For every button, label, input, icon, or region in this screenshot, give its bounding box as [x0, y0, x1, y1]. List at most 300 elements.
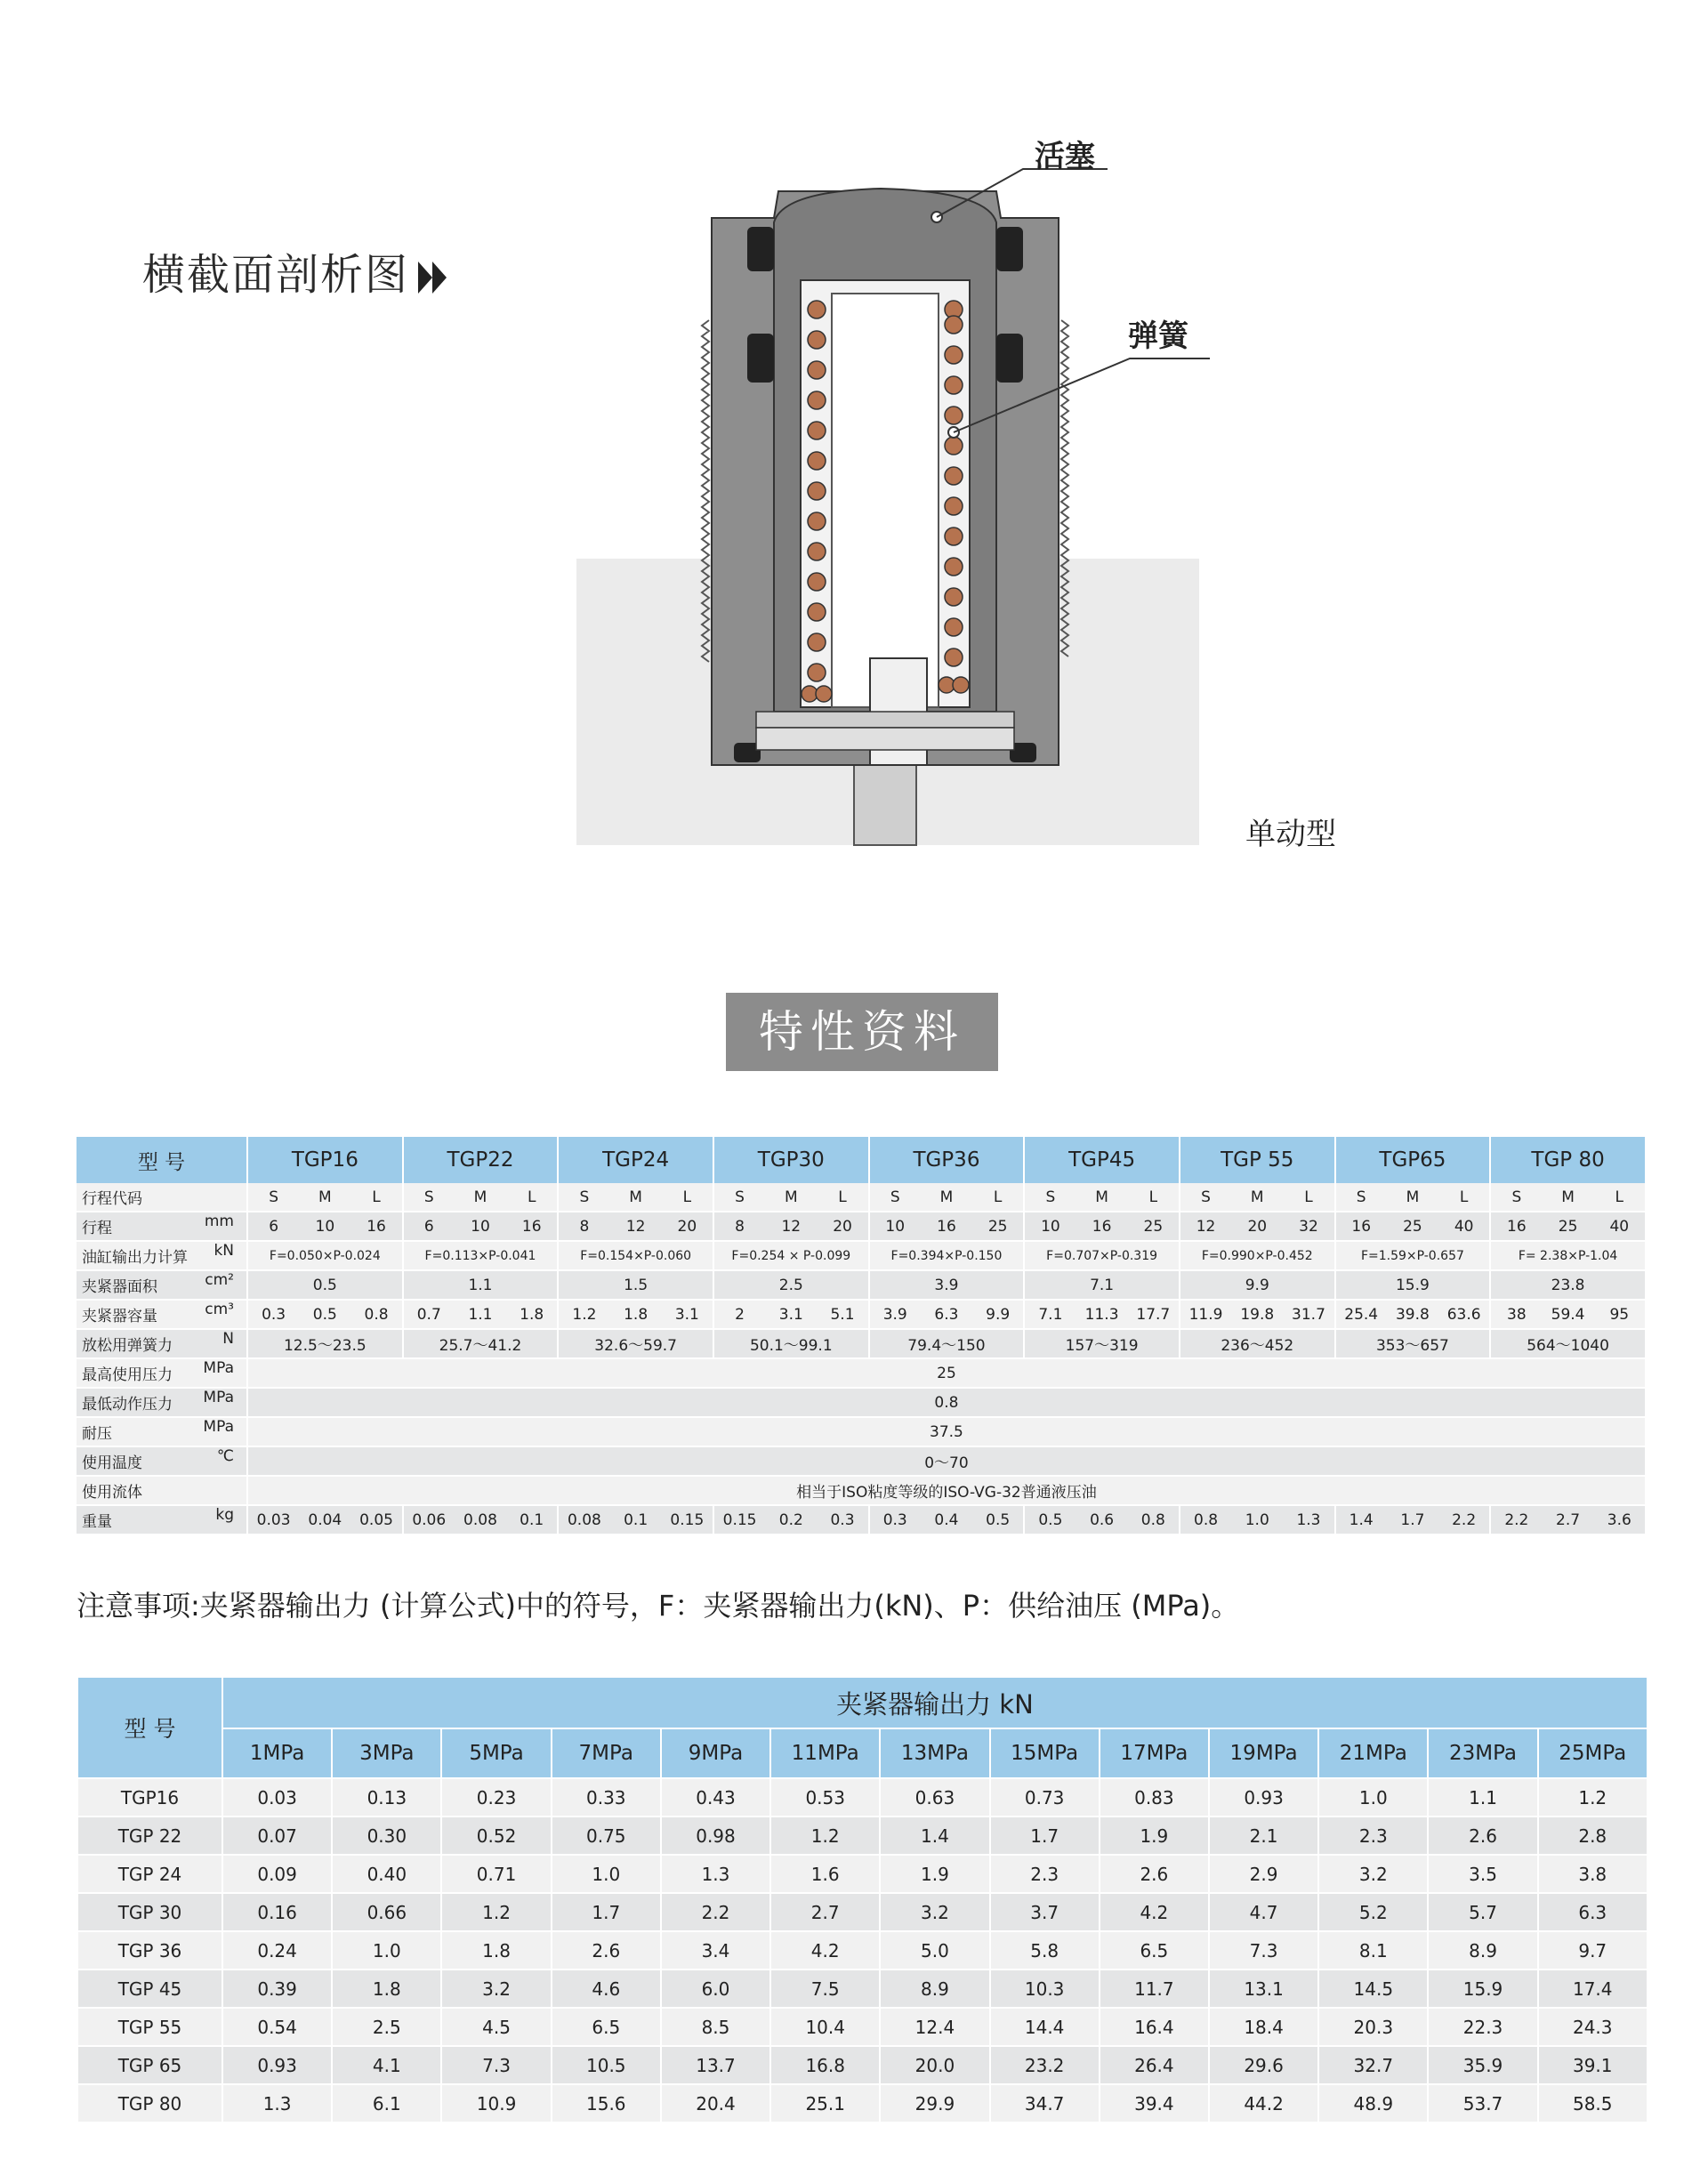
row-label: [77, 1270, 247, 1300]
row-unit: MPa: [203, 1359, 234, 1377]
seal: [996, 227, 1023, 271]
force-value-cell: 23.2: [990, 2046, 1100, 2084]
volume-cell: 3.9: [869, 1300, 921, 1329]
volume-cell: 59.4: [1542, 1300, 1593, 1329]
note-text: 注意事项:夹紧器输出力 (计算公式)中的符号，F：夹紧器输出力(kN)、P：供给油压 (MPa)。: [77, 1589, 1240, 1623]
force-formula-cell: F=0.050×P-0.024: [247, 1241, 403, 1270]
model-header: 型 号: [78, 1678, 222, 1778]
force-value-cell: 3.7: [990, 1893, 1100, 1931]
row-label-text: 夹紧器面积: [82, 1278, 157, 1296]
spec-row: [77, 1300, 1646, 1329]
row-unit: cm²: [205, 1271, 234, 1289]
spec-row: [77, 1270, 1646, 1300]
force-formula-cell: F=0.254 × P-0.099: [713, 1241, 869, 1270]
force-value-cell: 3.2: [441, 1970, 551, 2008]
force-value-cell: 2.6: [552, 1931, 661, 1970]
force-value-cell: 34.7: [990, 2084, 1100, 2123]
pressure-header: 3MPa: [332, 1728, 441, 1778]
force-value-cell: 12.4: [880, 2008, 989, 2046]
force-value-cell: 39.4: [1100, 2084, 1209, 2123]
area-cell: 15.9: [1335, 1270, 1491, 1300]
force-value-cell: 1.8: [441, 1931, 551, 1970]
pressure-header: 25MPa: [1538, 1728, 1648, 1778]
model-header: 型 号: [77, 1137, 247, 1183]
row-label-text: 行程: [82, 1220, 112, 1237]
table-row: [78, 1778, 1648, 1816]
stroke-cell: 20: [1231, 1212, 1283, 1241]
spec-row: [77, 1417, 1646, 1446]
force-value-cell: 24.3: [1538, 2008, 1648, 2046]
stroke-cell: 32: [1283, 1212, 1334, 1241]
force-value-cell: 1.4: [880, 1816, 989, 1855]
stroke-code-cell: M: [1387, 1183, 1438, 1212]
force-value-cell: 6.3: [1538, 1893, 1648, 1931]
force-formula-cell: F=1.59×P-0.657: [1335, 1241, 1491, 1270]
weight-cell: 0.5: [972, 1505, 1024, 1535]
spec-row: [77, 1505, 1646, 1535]
force-value-cell: 0.53: [770, 1778, 880, 1816]
force-value-cell: 18.4: [1209, 2008, 1318, 2046]
row-label-text: 夹紧器容量: [82, 1308, 157, 1325]
row-label: [77, 1329, 247, 1358]
weight-cell: 2.2: [1490, 1505, 1542, 1535]
force-value-cell: 7.5: [770, 1970, 880, 2008]
bottom-plate: [756, 712, 1014, 728]
force-value-cell: 1.0: [1318, 1778, 1428, 1816]
row-unit: mm: [204, 1212, 234, 1230]
volume-cell: 6.3: [921, 1300, 972, 1329]
model-cell: TGP 36: [78, 1931, 222, 1970]
force-value-cell: 7.3: [1209, 1931, 1318, 1970]
force-value-cell: 0.23: [441, 1778, 551, 1816]
stroke-cell: 16: [350, 1212, 402, 1241]
weight-cell: 0.08: [455, 1505, 506, 1535]
spring-force-cell: 564～1040: [1490, 1329, 1646, 1358]
stroke-cell: 10: [299, 1212, 350, 1241]
force-value-cell: 29.6: [1209, 2046, 1318, 2084]
spec-row: [77, 1358, 1646, 1388]
force-value-cell: 1.0: [552, 1855, 661, 1893]
force-value-cell: 8.9: [880, 1970, 989, 2008]
spring-force-cell: 25.7～41.2: [403, 1329, 559, 1358]
force-value-cell: 7.3: [441, 2046, 551, 2084]
force-value-cell: 2.5: [332, 2008, 441, 2046]
force-value-cell: 14.5: [1318, 1970, 1428, 2008]
stroke-code-cell: M: [1231, 1183, 1283, 1212]
force-table: [78, 1678, 1648, 2123]
model-name: TGP16: [247, 1137, 403, 1183]
row-label: [77, 1417, 247, 1446]
force-value-cell: 2.9: [1209, 1855, 1318, 1893]
pressure-header: 9MPa: [661, 1728, 770, 1778]
volume-cell: 2: [713, 1300, 765, 1329]
stroke-cell: 12: [1180, 1212, 1231, 1241]
force-value-cell: 13.1: [1209, 1970, 1318, 2008]
row-label-text: 使用流体: [82, 1484, 142, 1502]
force-table-body: [78, 1778, 1648, 2123]
spring-guide: [832, 294, 939, 707]
area-cell: 7.1: [1024, 1270, 1180, 1300]
weight-cell: 0.1: [506, 1505, 558, 1535]
weight-cell: 0.15: [713, 1505, 765, 1535]
volume-cell: 25.4: [1335, 1300, 1387, 1329]
stroke-code-cell: M: [765, 1183, 817, 1212]
seal: [747, 227, 774, 271]
row-label: [77, 1212, 247, 1241]
force-title-row: [78, 1678, 1648, 1728]
stroke-cell: 8: [558, 1212, 609, 1241]
stroke-code-cell: S: [403, 1183, 455, 1212]
force-value-cell: 0.73: [990, 1778, 1100, 1816]
spec-row: [77, 1183, 1646, 1212]
weight-cell: 1.0: [1231, 1505, 1283, 1535]
pressure-header: 1MPa: [222, 1728, 332, 1778]
force-value-cell: 1.2: [770, 1816, 880, 1855]
stroke-cell: 6: [403, 1212, 455, 1241]
force-value-cell: 6.1: [332, 2084, 441, 2123]
volume-cell: 0.5: [299, 1300, 350, 1329]
force-value-cell: 1.2: [1538, 1778, 1648, 1816]
weight-cell: 0.3: [817, 1505, 868, 1535]
force-value-cell: 1.2: [441, 1893, 551, 1931]
spec-row: [77, 1241, 1646, 1270]
force-value-cell: 29.9: [880, 2084, 989, 2123]
force-formula-cell: F=0.707×P-0.319: [1024, 1241, 1180, 1270]
table-row: [78, 1816, 1648, 1855]
spec-row: [77, 1476, 1646, 1505]
volume-cell: 5.1: [817, 1300, 868, 1329]
stroke-code-cell: L: [972, 1183, 1024, 1212]
row-unit: kg: [215, 1506, 234, 1524]
stroke-code-cell: S: [869, 1183, 921, 1212]
force-value-cell: 0.39: [222, 1970, 332, 2008]
force-value-cell: 3.2: [1318, 1855, 1428, 1893]
weight-cell: 0.6: [1076, 1505, 1128, 1535]
stroke-code-cell: M: [921, 1183, 972, 1212]
force-value-cell: 0.63: [880, 1778, 989, 1816]
force-value-cell: 0.54: [222, 2008, 332, 2046]
model-cell: TGP16: [78, 1778, 222, 1816]
weight-cell: 0.5: [1024, 1505, 1076, 1535]
force-value-cell: 9.7: [1538, 1931, 1648, 1970]
stroke-code-cell: S: [1180, 1183, 1231, 1212]
spring-force-cell: 32.6～59.7: [558, 1329, 713, 1358]
stroke-cell: 10: [1024, 1212, 1076, 1241]
spec-table: [77, 1137, 1647, 1535]
force-value-cell: 0.07: [222, 1816, 332, 1855]
row-unit: N: [222, 1330, 234, 1348]
table-row: [78, 2046, 1648, 2084]
table-row: [78, 2084, 1648, 2123]
row-label: [77, 1446, 247, 1476]
model-cell: TGP 22: [78, 1816, 222, 1855]
force-value-cell: 22.3: [1428, 2008, 1537, 2046]
model-cell: TGP 65: [78, 2046, 222, 2084]
seal: [996, 334, 1023, 383]
force-value-cell: 14.4: [990, 2008, 1100, 2046]
model-cell: TGP 45: [78, 1970, 222, 2008]
force-value-cell: 2.1: [1209, 1816, 1318, 1855]
stroke-cell: 20: [662, 1212, 713, 1241]
spring-force-cell: 157～319: [1024, 1329, 1180, 1358]
row-label: [77, 1183, 247, 1212]
section-title-text: 横截面剖析图: [142, 250, 410, 300]
volume-cell: 1.1: [455, 1300, 506, 1329]
spec-row: [77, 1329, 1646, 1358]
row-label-text: 耐压: [82, 1425, 112, 1443]
force-value-cell: 58.5: [1538, 2084, 1648, 2123]
table-row: [78, 1855, 1648, 1893]
force-value-cell: 1.7: [552, 1893, 661, 1931]
force-value-cell: 10.3: [990, 1970, 1100, 2008]
force-value-cell: 11.7: [1100, 1970, 1209, 2008]
table-row: [78, 2008, 1648, 2046]
force-value-cell: 2.6: [1428, 1816, 1537, 1855]
force-value-cell: 0.30: [332, 1816, 441, 1855]
spring-force-cell: 12.5～23.5: [247, 1329, 403, 1358]
stroke-code-cell: S: [558, 1183, 609, 1212]
spring-force-cell: 50.1～99.1: [713, 1329, 869, 1358]
force-value-cell: 5.2: [1318, 1893, 1428, 1931]
force-value-cell: 6.5: [552, 2008, 661, 2046]
stroke-cell: 40: [1438, 1212, 1490, 1241]
weight-cell: 1.7: [1387, 1505, 1438, 1535]
force-value-cell: 0.93: [1209, 1778, 1318, 1816]
row-label-text: 油缸输出力计算: [82, 1249, 188, 1267]
spring-force-cell: 79.4～150: [869, 1329, 1025, 1358]
stroke-code-cell: S: [1490, 1183, 1542, 1212]
force-value-cell: 2.6: [1100, 1855, 1209, 1893]
stroke-code-cell: M: [610, 1183, 662, 1212]
force-value-cell: 1.7: [990, 1816, 1100, 1855]
table-row: [78, 1893, 1648, 1931]
force-value-cell: 8.1: [1318, 1931, 1428, 1970]
force-value-cell: 10.4: [770, 2008, 880, 2046]
force-value-cell: 20.3: [1318, 2008, 1428, 2046]
spec-row: [77, 1388, 1646, 1417]
force-value-cell: 0.03: [222, 1778, 332, 1816]
play-arrow-icon: [418, 262, 432, 294]
force-value-cell: 53.7: [1428, 2084, 1537, 2123]
force-value-cell: 5.0: [880, 1931, 989, 1970]
force-value-cell: 20.4: [661, 2084, 770, 2123]
stroke-code-cell: M: [1076, 1183, 1128, 1212]
model-cell: TGP 30: [78, 1893, 222, 1931]
model-name: TGP30: [713, 1137, 869, 1183]
volume-cell: 9.9: [972, 1300, 1024, 1329]
fluid-cell: 相当于ISO粘度等级的ISO-VG-32普通液压油: [247, 1476, 1646, 1505]
force-value-cell: 1.3: [661, 1855, 770, 1893]
force-value-cell: 3.5: [1428, 1855, 1537, 1893]
stroke-cell: 16: [506, 1212, 558, 1241]
force-formula-cell: F=0.113×P-0.041: [403, 1241, 559, 1270]
volume-cell: 0.3: [247, 1300, 299, 1329]
row-unit: ℃: [216, 1447, 234, 1465]
pressure-header: 17MPa: [1100, 1728, 1209, 1778]
table-row: [78, 1931, 1648, 1970]
force-value-cell: 4.2: [770, 1931, 880, 1970]
cross-section-diagram: [569, 116, 1228, 872]
weight-cell: 0.2: [765, 1505, 817, 1535]
force-value-cell: 0.71: [441, 1855, 551, 1893]
stroke-cell: 6: [247, 1212, 299, 1241]
row-label: [77, 1505, 247, 1535]
stroke-cell: 16: [1490, 1212, 1542, 1241]
area-cell: 3.9: [869, 1270, 1025, 1300]
force-value-cell: 0.09: [222, 1855, 332, 1893]
pressure-header: 5MPa: [441, 1728, 551, 1778]
stroke-cell: 16: [1335, 1212, 1387, 1241]
stroke-cell: 25: [972, 1212, 1024, 1241]
stroke-code-cell: L: [506, 1183, 558, 1212]
weight-cell: 0.06: [403, 1505, 455, 1535]
weight-cell: 0.8: [1128, 1505, 1180, 1535]
force-value-cell: 0.52: [441, 1816, 551, 1855]
force-value-cell: 8.9: [1428, 1931, 1537, 1970]
force-value-cell: 26.4: [1100, 2046, 1209, 2084]
row-label-text: 最低动作压力: [82, 1396, 173, 1414]
stroke-code-cell: S: [713, 1183, 765, 1212]
volume-cell: 38: [1490, 1300, 1542, 1329]
stroke-code-cell: S: [1024, 1183, 1076, 1212]
table-row: [78, 1970, 1648, 2008]
pressure-header: 23MPa: [1428, 1728, 1537, 1778]
pressure-header: 21MPa: [1318, 1728, 1428, 1778]
volume-cell: 1.8: [610, 1300, 662, 1329]
force-value-cell: 2.3: [1318, 1816, 1428, 1855]
weight-cell: 0.1: [610, 1505, 662, 1535]
area-cell: 1.5: [558, 1270, 713, 1300]
row-unit: MPa: [203, 1389, 234, 1406]
model-cell: TGP 24: [78, 1855, 222, 1893]
force-value-cell: 1.9: [880, 1855, 989, 1893]
stroke-code-cell: L: [1128, 1183, 1180, 1212]
force-value-cell: 0.16: [222, 1893, 332, 1931]
stroke-code-cell: L: [662, 1183, 713, 1212]
force-value-cell: 2.2: [661, 1893, 770, 1931]
area-cell: 23.8: [1490, 1270, 1646, 1300]
area-cell: 1.1: [403, 1270, 559, 1300]
force-value-cell: 17.4: [1538, 1970, 1648, 2008]
force-value-cell: 8.5: [661, 2008, 770, 2046]
weight-cell: 0.05: [350, 1505, 402, 1535]
proof-pressure-cell: 37.5: [247, 1417, 1646, 1446]
model-name: TGP 55: [1180, 1137, 1335, 1183]
row-label: [77, 1358, 247, 1388]
row-unit: cm³: [205, 1301, 234, 1318]
row-label: [77, 1388, 247, 1417]
min-pressure-cell: 0.8: [247, 1388, 1646, 1417]
stroke-code-cell: L: [350, 1183, 402, 1212]
weight-cell: 0.03: [247, 1505, 299, 1535]
force-value-cell: 4.1: [332, 2046, 441, 2084]
stroke-code-cell: L: [1283, 1183, 1334, 1212]
temperature-cell: 0～70: [247, 1446, 1646, 1476]
row-label: [77, 1300, 247, 1329]
volume-cell: 7.1: [1024, 1300, 1076, 1329]
bottom-plate: [756, 728, 1014, 750]
volume-cell: 3.1: [662, 1300, 713, 1329]
stroke-cell: 12: [610, 1212, 662, 1241]
stroke-cell: 10: [455, 1212, 506, 1241]
stroke-cell: 40: [1594, 1212, 1646, 1241]
stroke-cell: 20: [817, 1212, 868, 1241]
stroke-cell: 16: [921, 1212, 972, 1241]
weight-cell: 0.3: [869, 1505, 921, 1535]
force-value-cell: 32.7: [1318, 2046, 1428, 2084]
spring-force-cell: 236～452: [1180, 1329, 1335, 1358]
max-pressure-cell: 25: [247, 1358, 1646, 1388]
force-table-title: 夹紧器输出力 kN: [222, 1678, 1648, 1728]
force-value-cell: 3.4: [661, 1931, 770, 1970]
stroke-cell: 25: [1128, 1212, 1180, 1241]
force-value-cell: 15.6: [552, 2084, 661, 2123]
force-value-cell: 0.75: [552, 1816, 661, 1855]
force-value-cell: 0.43: [661, 1778, 770, 1816]
pressure-header: 13MPa: [880, 1728, 989, 1778]
volume-cell: 0.7: [403, 1300, 455, 1329]
spring-force-cell: 353～657: [1335, 1329, 1491, 1358]
volume-cell: 95: [1594, 1300, 1646, 1329]
model-name: TGP22: [403, 1137, 559, 1183]
model-cell: TGP 55: [78, 2008, 222, 2046]
volume-cell: 11.9: [1180, 1300, 1231, 1329]
volume-cell: 63.6: [1438, 1300, 1490, 1329]
force-value-cell: 39.1: [1538, 2046, 1648, 2084]
force-value-cell: 10.5: [552, 2046, 661, 2084]
stroke-cell: 25: [1542, 1212, 1593, 1241]
volume-cell: 1.2: [558, 1300, 609, 1329]
spec-header-row: [77, 1137, 1646, 1183]
model-name: TGP45: [1024, 1137, 1180, 1183]
row-label: [77, 1241, 247, 1270]
force-value-cell: 0.83: [1100, 1778, 1209, 1816]
pressure-header: 7MPa: [552, 1728, 661, 1778]
pressure-header: 11MPa: [770, 1728, 880, 1778]
model-name: TGP 80: [1490, 1137, 1646, 1183]
volume-cell: 17.7: [1128, 1300, 1180, 1329]
force-value-cell: 3.8: [1538, 1855, 1648, 1893]
weight-cell: 1.4: [1335, 1505, 1387, 1535]
force-value-cell: 1.8: [332, 1970, 441, 2008]
section-title: [142, 240, 447, 302]
force-formula-cell: F=0.990×P-0.452: [1180, 1241, 1335, 1270]
force-value-cell: 4.7: [1209, 1893, 1318, 1931]
play-arrow-icon: [432, 262, 447, 294]
force-value-cell: 1.9: [1100, 1816, 1209, 1855]
area-cell: 0.5: [247, 1270, 403, 1300]
area-cell: 9.9: [1180, 1270, 1335, 1300]
stroke-cell: 16: [1076, 1212, 1128, 1241]
row-label-text: 行程代码: [82, 1190, 142, 1208]
stroke-code-cell: M: [1542, 1183, 1593, 1212]
force-formula-cell: F=0.394×P-0.150: [869, 1241, 1025, 1270]
force-value-cell: 0.33: [552, 1778, 661, 1816]
stroke-code-cell: S: [1335, 1183, 1387, 1212]
weight-cell: 1.3: [1283, 1505, 1334, 1535]
stroke-code-cell: S: [247, 1183, 299, 1212]
force-value-cell: 13.7: [661, 2046, 770, 2084]
stroke-code-cell: L: [1438, 1183, 1490, 1212]
callout-piston: 活塞: [1035, 139, 1095, 174]
force-value-cell: 0.66: [332, 1893, 441, 1931]
force-value-cell: 2.7: [770, 1893, 880, 1931]
force-value-cell: 6.5: [1100, 1931, 1209, 1970]
weight-cell: 0.4: [921, 1505, 972, 1535]
volume-cell: 0.8: [350, 1300, 402, 1329]
force-value-cell: 0.24: [222, 1931, 332, 1970]
stroke-code-cell: M: [455, 1183, 506, 1212]
